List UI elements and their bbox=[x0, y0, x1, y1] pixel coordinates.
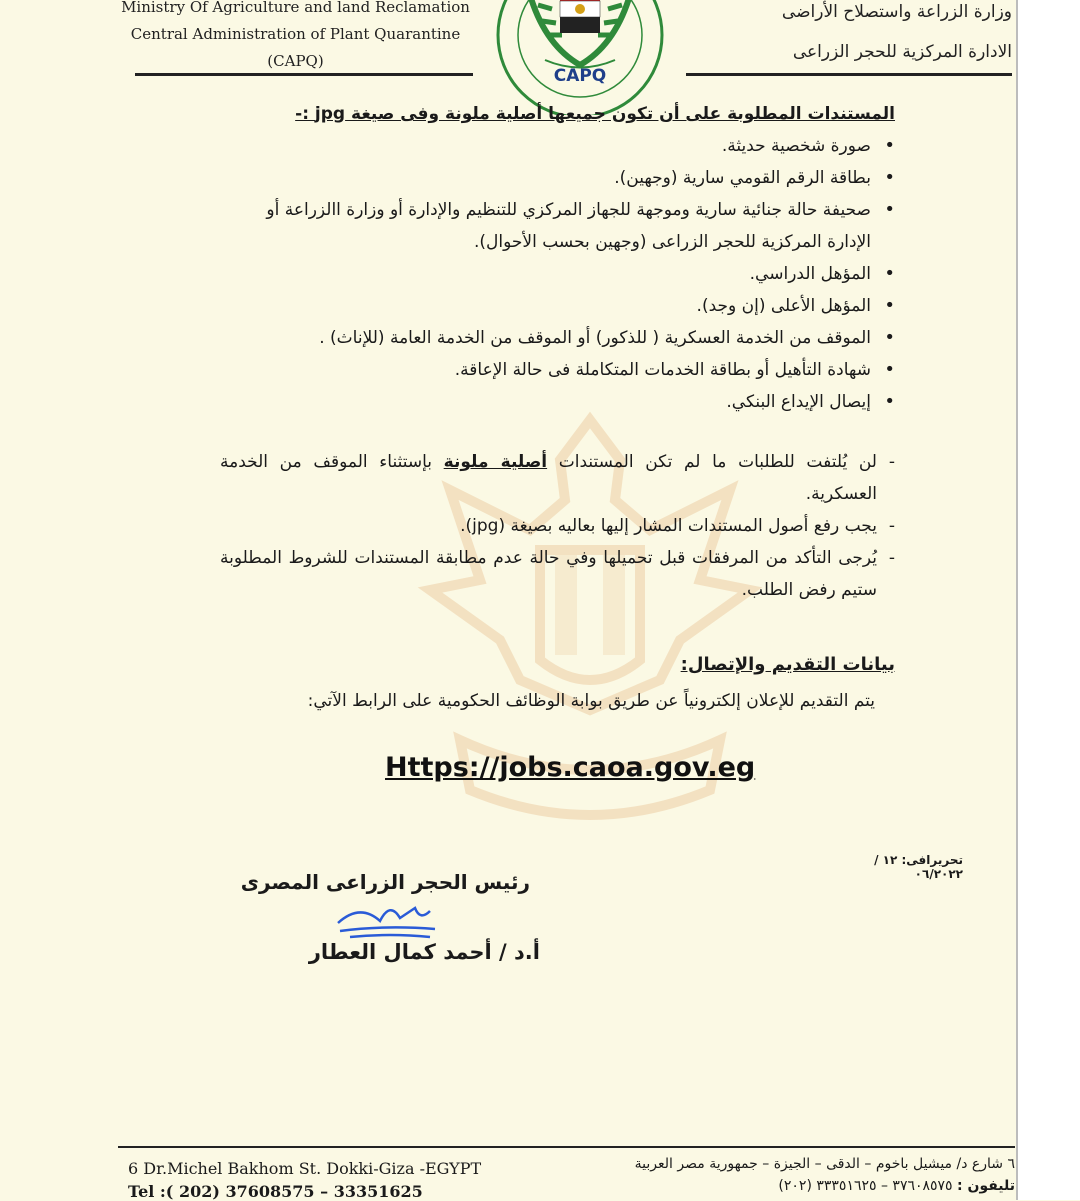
list-item: • المؤهل الأعلى (إن وجد). bbox=[220, 290, 871, 322]
footer-rule bbox=[118, 1146, 1015, 1148]
scan-margin bbox=[1018, 0, 1080, 1200]
header-ar-rule bbox=[686, 73, 1012, 76]
logo-text: CAPQ bbox=[553, 66, 607, 86]
main-content bbox=[220, 104, 895, 717]
administration-name-en: Central Administration of Plant Quarantine bbox=[130, 25, 461, 43]
header-ar bbox=[680, 0, 1012, 72]
handwritten-signature-icon bbox=[330, 893, 440, 943]
notes-section bbox=[220, 446, 895, 606]
list-item: • بطاقة الرقم القومي سارية (وجهين). bbox=[220, 162, 871, 194]
requirements-list bbox=[220, 130, 895, 418]
note-verify-attachments: - يُرجى التأكد من المرفقات قبل تحميلها وفي حالة عدم مطابقة المستندات للشروط المطلوبة ستيم رفض الطلب. bbox=[220, 542, 895, 606]
footer-address-ar: ٦ شارع د/ ميشيل باخوم – الدقى – الجيزة – جمهورية مصر العربية bbox=[634, 1156, 1015, 1172]
header-en bbox=[118, 0, 473, 75]
footer-phone-ar bbox=[560, 1178, 1015, 1194]
administration-name-ar: الادارة المركزية للحجر الزراعى bbox=[792, 42, 1012, 62]
requirements-title: المستندات المطلوبة على أن تكون جميعها أصلية ملونة وفى صيغة jpg :- bbox=[295, 104, 895, 124]
list-item: • المؤهل الدراسي. bbox=[220, 258, 871, 290]
list-item: • صورة شخصية حديثة. bbox=[220, 130, 871, 162]
contact-title: بيانات التقديم والإتصال: bbox=[680, 654, 895, 675]
list-item: • الموقف من الخدمة العسكرية ( للذكور) أو الموقف من الخدمة العامة (للإناث) . bbox=[220, 322, 871, 354]
issue-date: تحريرافى: ١٢ /٠٦/٢٠٢٢ bbox=[874, 853, 963, 881]
header-en-rule bbox=[135, 73, 473, 76]
footer-address-en: 6 Dr.Michel Bakhom St. Dokki-Giza -EGYPT bbox=[128, 1159, 482, 1178]
note-upload-format: - يجب رفع أصول المستندات المشار إليها بعاليه بصيغة (jpg). bbox=[220, 510, 895, 542]
footer-phone-label: تليفون : bbox=[957, 1178, 1015, 1194]
ministry-name-ar: وزارة الزراعة واستصلاح الأراضى bbox=[781, 2, 1012, 22]
list-item: • شهادة التأهيل أو بطاقة الخدمات المتكاملة فى حالة الإعاقة. bbox=[220, 354, 871, 386]
note-original-documents: - لن يُلتفت للطلبات ما لم تكن المستندات أصلية ملونة بإستثناء الموقف من الخدمة العسكرية. bbox=[220, 446, 895, 510]
signatory-name: أ.د / أحمد كمال العطار bbox=[308, 940, 540, 964]
footer-phone-numbers: ٣٧٦٠٨٥٧٥ – ٣٣٣٥١٦٢٥ (٢٠٢) bbox=[778, 1178, 953, 1194]
capq-logo-icon bbox=[490, 0, 670, 115]
administration-acronym: (CAPQ) bbox=[267, 52, 324, 70]
contact-text: يتم التقديم للإعلان إلكترونياً عن طريق بوابة الوظائف الحكومية على الرابط الآتي: bbox=[307, 691, 875, 711]
ministry-name-en: Ministry Of Agriculture and land Reclamation bbox=[121, 0, 470, 16]
footer-phone-en: Tel :( 202) 37608575 – 33351625 bbox=[128, 1182, 423, 1201]
signatory-title: رئيس الحجر الزراعى المصرى bbox=[240, 870, 530, 894]
list-item: • إيصال الإيداع البنكي. bbox=[220, 386, 871, 418]
emphasis-original-color: أصلية ملونة bbox=[443, 452, 548, 472]
jobs-portal-link[interactable]: Https://jobs.caoa.gov.eg bbox=[385, 752, 756, 783]
list-item: • صحيفة حالة جنائية سارية وموجهة للجهاز المركزي للتنظيم والإدارة أو وزارة االزراعة أو الإدارة المركزية للحجر الزراعى (وجهين بحسب الأحوال). bbox=[220, 194, 871, 258]
